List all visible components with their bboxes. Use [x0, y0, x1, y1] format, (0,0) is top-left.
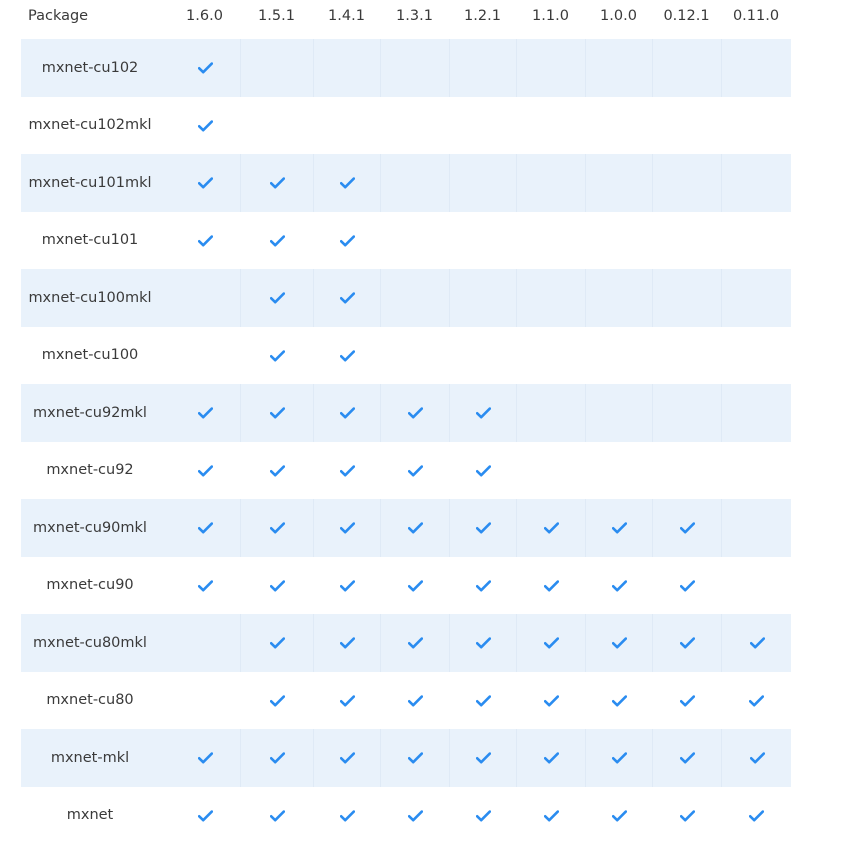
checkmark-icon	[198, 177, 212, 188]
support-cell	[449, 729, 516, 787]
support-cell	[652, 672, 721, 730]
checkmark-icon	[340, 752, 354, 763]
support-cell	[516, 614, 585, 672]
support-cell	[585, 269, 652, 327]
support-cell	[585, 154, 652, 212]
checkmark-icon	[680, 580, 694, 591]
support-cell	[516, 499, 585, 557]
support-cell	[721, 269, 791, 327]
checkmark-icon	[476, 637, 490, 648]
checkmark-icon	[340, 350, 354, 361]
support-cell	[172, 614, 237, 672]
support-cell	[240, 39, 313, 97]
checkmark-icon	[680, 752, 694, 763]
package-name: mxnet-mkl	[21, 729, 159, 787]
package-name: mxnet-cu101	[21, 212, 159, 270]
header-version-1-1-0: 1.1.0	[516, 0, 585, 39]
support-cell	[449, 327, 516, 385]
checkmark-icon	[408, 752, 422, 763]
checkmark-icon	[544, 580, 558, 591]
checkmark-icon	[340, 407, 354, 418]
support-cell	[313, 327, 380, 385]
package-name: mxnet-cu92mkl	[21, 384, 159, 442]
checkmark-icon	[750, 752, 764, 763]
checkmark-icon	[198, 120, 212, 131]
support-cell	[721, 557, 791, 615]
support-cell	[240, 672, 313, 730]
support-cell	[313, 557, 380, 615]
support-cell	[652, 557, 721, 615]
checkmark-icon	[408, 810, 422, 821]
checkmark-icon	[612, 522, 626, 533]
support-cell	[516, 729, 585, 787]
checkmark-icon	[476, 407, 490, 418]
checkmark-icon	[270, 235, 284, 246]
checkmark-icon	[612, 695, 626, 706]
table-row	[21, 154, 791, 212]
checkmark-icon	[198, 235, 212, 246]
support-cell	[172, 787, 237, 844]
header-version-1-5-1: 1.5.1	[240, 0, 313, 39]
checkmark-icon	[270, 580, 284, 591]
table-row	[21, 729, 791, 787]
support-cell	[516, 39, 585, 97]
package-name: mxnet-cu101mkl	[21, 154, 159, 212]
support-cell	[652, 97, 721, 155]
support-cell	[313, 212, 380, 270]
table-row	[21, 499, 791, 557]
table-row	[21, 442, 791, 500]
support-cell	[240, 97, 313, 155]
header-package: Package	[0, 0, 172, 39]
support-cell	[240, 154, 313, 212]
table-row	[21, 384, 791, 442]
support-cell	[380, 614, 449, 672]
support-cell	[721, 442, 791, 500]
support-cell	[652, 614, 721, 672]
support-cell	[172, 499, 237, 557]
support-cell	[313, 97, 380, 155]
support-cell	[380, 269, 449, 327]
checkmark-icon	[340, 810, 354, 821]
support-cell	[585, 97, 652, 155]
support-cell	[585, 672, 652, 730]
support-cell	[313, 729, 380, 787]
support-cell	[721, 729, 791, 787]
support-cell	[449, 39, 516, 97]
support-cell	[721, 384, 791, 442]
support-cell	[516, 97, 585, 155]
header-version-1-2-1: 1.2.1	[449, 0, 516, 39]
checkmark-icon	[749, 810, 763, 821]
support-cell	[449, 97, 516, 155]
support-cell	[240, 269, 313, 327]
support-cell	[449, 212, 516, 270]
support-cell	[585, 499, 652, 557]
support-cell	[313, 499, 380, 557]
package-name: mxnet	[21, 787, 159, 844]
support-cell	[240, 729, 313, 787]
checkmark-icon	[198, 580, 212, 591]
checkmark-icon	[270, 810, 284, 821]
support-cell	[380, 384, 449, 442]
checkmark-icon	[680, 810, 694, 821]
support-cell	[585, 442, 652, 500]
support-cell	[313, 39, 380, 97]
support-cell	[380, 499, 449, 557]
support-cell	[516, 442, 585, 500]
header-version-1-3-1: 1.3.1	[380, 0, 449, 39]
support-cell	[172, 327, 237, 385]
support-cell	[652, 787, 721, 844]
support-cell	[240, 384, 313, 442]
checkmark-icon	[408, 465, 422, 476]
support-cell	[449, 154, 516, 212]
support-cell	[585, 557, 652, 615]
checkmark-icon	[340, 522, 354, 533]
checkmark-icon	[408, 522, 422, 533]
support-cell	[449, 787, 516, 844]
table-header-row	[0, 0, 791, 39]
package-name: mxnet-cu100mkl	[21, 269, 159, 327]
checkmark-icon	[340, 292, 354, 303]
support-cell	[516, 557, 585, 615]
table-row	[21, 557, 791, 615]
support-cell	[172, 729, 237, 787]
checkmark-icon	[270, 752, 284, 763]
support-cell	[721, 499, 791, 557]
support-cell	[585, 384, 652, 442]
table-row	[21, 39, 791, 97]
checkmark-icon	[408, 580, 422, 591]
support-cell	[585, 39, 652, 97]
checkmark-icon	[680, 637, 694, 648]
support-cell	[585, 327, 652, 385]
support-cell	[380, 154, 449, 212]
support-cell	[380, 327, 449, 385]
checkmark-icon	[270, 407, 284, 418]
checkmark-icon	[612, 580, 626, 591]
support-cell	[516, 384, 585, 442]
support-cell	[380, 729, 449, 787]
support-cell	[240, 499, 313, 557]
checkmark-icon	[476, 810, 490, 821]
table-row	[21, 327, 791, 385]
package-name: mxnet-cu100	[21, 327, 159, 385]
checkmark-icon	[270, 350, 284, 361]
checkmark-icon	[749, 695, 763, 706]
package-name: mxnet-cu90	[21, 557, 159, 615]
table-row	[21, 97, 791, 155]
support-cell	[652, 212, 721, 270]
checkmark-icon	[544, 752, 558, 763]
checkmark-icon	[544, 810, 558, 821]
checkmark-icon	[270, 522, 284, 533]
checkmark-icon	[476, 522, 490, 533]
checkmark-icon	[340, 235, 354, 246]
header-version-0-12-1: 0.12.1	[652, 0, 721, 39]
support-cell	[172, 97, 237, 155]
support-cell	[516, 154, 585, 212]
checkmark-icon	[408, 407, 422, 418]
support-cell	[516, 327, 585, 385]
support-cell	[652, 729, 721, 787]
support-cell	[380, 97, 449, 155]
checkmark-icon	[476, 465, 490, 476]
checkmark-icon	[340, 177, 354, 188]
checkmark-icon	[340, 695, 354, 706]
package-name: mxnet-cu90mkl	[21, 499, 159, 557]
support-cell	[240, 787, 313, 844]
support-cell	[721, 39, 791, 97]
checkmark-icon	[476, 695, 490, 706]
checkmark-icon	[198, 62, 212, 73]
package-name: mxnet-cu102mkl	[21, 97, 159, 155]
header-version-1-0-0: 1.0.0	[585, 0, 652, 39]
checkmark-icon	[198, 522, 212, 533]
support-cell	[721, 672, 791, 730]
support-cell	[516, 672, 585, 730]
support-cell	[585, 787, 652, 844]
checkmark-icon	[612, 752, 626, 763]
checkmark-icon	[680, 522, 694, 533]
support-cell	[652, 442, 721, 500]
support-cell	[240, 614, 313, 672]
support-cell	[652, 39, 721, 97]
support-cell	[721, 97, 791, 155]
support-cell	[449, 442, 516, 500]
support-cell	[652, 269, 721, 327]
support-cell	[721, 614, 791, 672]
checkmark-icon	[340, 465, 354, 476]
checkmark-icon	[270, 637, 284, 648]
support-cell	[313, 787, 380, 844]
support-cell	[240, 212, 313, 270]
support-cell	[449, 672, 516, 730]
checkmark-icon	[198, 752, 212, 763]
checkmark-icon	[340, 637, 354, 648]
support-cell	[380, 557, 449, 615]
support-cell	[172, 672, 237, 730]
checkmark-icon	[270, 292, 284, 303]
support-cell	[721, 154, 791, 212]
header-version-1-4-1: 1.4.1	[313, 0, 380, 39]
package-name: mxnet-cu102	[21, 39, 159, 97]
support-cell	[721, 212, 791, 270]
header-version-1-6-0: 1.6.0	[172, 0, 237, 39]
support-cell	[585, 729, 652, 787]
support-cell	[516, 787, 585, 844]
checkmark-icon	[198, 465, 212, 476]
support-cell	[313, 672, 380, 730]
table-row	[21, 614, 791, 672]
support-cell	[449, 614, 516, 672]
checkmark-icon	[408, 695, 422, 706]
checkmark-icon	[544, 695, 558, 706]
support-cell	[380, 787, 449, 844]
support-cell	[172, 154, 237, 212]
support-cell	[380, 442, 449, 500]
support-cell	[240, 327, 313, 385]
support-cell	[449, 557, 516, 615]
support-cell	[652, 499, 721, 557]
support-cell	[721, 787, 791, 844]
checkmark-icon	[270, 695, 284, 706]
support-cell	[449, 499, 516, 557]
header-version-0-11-0: 0.11.0	[721, 0, 791, 39]
support-cell	[516, 269, 585, 327]
support-cell	[585, 212, 652, 270]
support-cell	[172, 39, 237, 97]
support-cell	[652, 327, 721, 385]
package-name: mxnet-cu92	[21, 442, 159, 500]
support-cell	[172, 557, 237, 615]
support-cell	[172, 212, 237, 270]
support-cell	[313, 384, 380, 442]
checkmark-icon	[476, 752, 490, 763]
support-cell	[172, 269, 237, 327]
support-cell	[585, 614, 652, 672]
support-cell	[380, 212, 449, 270]
checkmark-icon	[270, 465, 284, 476]
checkmark-icon	[680, 695, 694, 706]
support-cell	[240, 557, 313, 615]
checkmark-icon	[750, 637, 764, 648]
support-cell	[652, 384, 721, 442]
support-cell	[313, 269, 380, 327]
support-cell	[652, 154, 721, 212]
table-row	[21, 269, 791, 327]
package-name: mxnet-cu80mkl	[21, 614, 159, 672]
support-cell	[449, 269, 516, 327]
support-cell	[313, 614, 380, 672]
checkmark-icon	[198, 407, 212, 418]
table-row	[21, 787, 791, 844]
checkmark-icon	[408, 637, 422, 648]
support-cell	[516, 212, 585, 270]
support-cell	[449, 384, 516, 442]
checkmark-icon	[612, 637, 626, 648]
checkmark-icon	[544, 522, 558, 533]
support-cell	[313, 442, 380, 500]
support-cell	[313, 154, 380, 212]
checkmark-icon	[198, 810, 212, 821]
checkmark-icon	[612, 810, 626, 821]
checkmark-icon	[340, 580, 354, 591]
support-cell	[721, 327, 791, 385]
support-cell	[172, 384, 237, 442]
support-cell	[380, 672, 449, 730]
support-cell	[380, 39, 449, 97]
table-row	[21, 672, 791, 730]
support-cell	[172, 442, 237, 500]
checkmark-icon	[544, 637, 558, 648]
package-name: mxnet-cu80	[21, 672, 159, 730]
table-row	[21, 212, 791, 270]
support-cell	[240, 442, 313, 500]
checkmark-icon	[270, 177, 284, 188]
checkmark-icon	[476, 580, 490, 591]
